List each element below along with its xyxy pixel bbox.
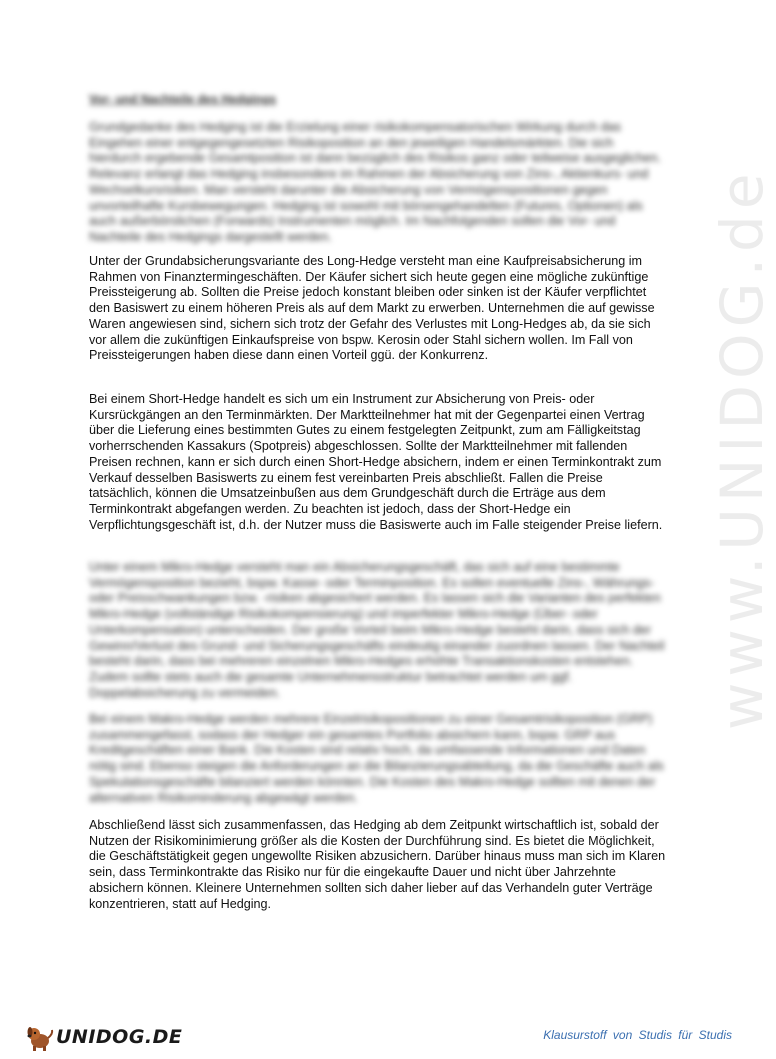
footer-logo[interactable] (24, 1022, 182, 1052)
footer-tagline: Klausurstoff von Studis für Studis (543, 1028, 732, 1042)
watermark: www.UNIDOG.de (708, 167, 776, 730)
paragraph-short-hedge: Bei einem Short-Hedge handelt es sich um ein Instrument zur Absicherung von Preis- oder Kursrückgängen an den Terminmärkten. Der Marktteilnehmer hat mit der Gegenpartei einen Vertrag über die Lieferung eines bestimmten Gutes zu einem festgelegten Zeitpunkt, zum am Fälligkeitstag vorherrschenden Kassakurs (Spotpreis) abgeschlossen. Sollte der Marktteilnehmer mit fallenden Preisen rechnen, kann er sich durch einen Short-Hedge absichern, indem er einen Terminkontrakt zum Verkauf desselben Basiswerts zu einem fest vereinbarten Preis abschließt. Fallen die Preise tatsächlich, können die Umsatzeinbußen aus dem Grundgeschäft durch die Erträge aus dem Terminkontrakt abgefangen werden. Zu beachten ist jedoch, dass der Short-Hedge ein Verpflichtungsgeschäft ist, d.h. der Nutzer muss die Basiswerte auch im Falle steigender Preise liefern. (89, 392, 663, 532)
dog-icon (24, 1022, 54, 1052)
document-heading: Vor- und Nachteile des Hedgings (89, 92, 277, 106)
paragraph-intro: Grundgedanke des Hedging ist die Erzielung einer risikokompensatorischen Wirkung durch das Eingehen einer entgegengesetzten Risikoposition an den jeweiligen Handelsmärkten. Die sich hierdurch ergebende Gesamtposition ist dann bezüglich des Risikos ganz oder teilweise ausgeglichen. Relevanz erlangt das Hedging insbesondere im Rahmen der Absicherung von Zins-, Aktienkurs- und Wechselkursrisiken. Man versteht darunter die Absicherung von Vermögenspositionen gegen unvorteilhafte Kursbewegungen. Hedging ist sowohl mit börsengehandelten (Futures, Optionen) als auch außerbörslichen (Forwards) Instrumenten möglich. Im Nachfolgenden sollen die Vor- und Nachteile des Hedgings dargestellt werden. (89, 120, 661, 244)
paragraph-mikro-hedge: Unter einem Mikro-Hedge versteht man ein Absicherungsgeschäft, das sich auf eine bestimmte Vermögensposition bezieht, bspw. Kasse- oder Terminposition. Es sollen eventuelle Zins-, Währungs- oder Preisschwankungen bzw. -risiken abgesichert werden. Es lassen sich die Varianten des perfekten Mikro-Hedge (vollständige Risikokompensierung) und imperfekter Mikro-Hedge (Über- oder Unterkompensation) unterscheiden. Der große Vorteil beim Mikro-Hedge besteht darin, dass sich der Gewinn/Verlust des Grund- und Sicherungsgeschäfts eindeutig einander zuordnen lassen. Der Nachteil besteht darin, dass bei mehreren einzelnen Mikro-Hedges erhöhte Transaktionskosten entstehen. Zudem sollte stets auch die gesamte Unternehmensstruktur betrachtet werden um ggf. Doppelabsicherung zu vermeiden. (89, 560, 665, 700)
logo-text: UNIDOG.DE (56, 1026, 183, 1048)
paragraph-long-hedge: Unter der Grundabsicherungsvariante des Long-Hedge versteht man eine Kaufpreisabsicherung im Rahmen von Finanztermingeschäften. Der Käufer sichert sich heute gegen eine mögliche zukünftige Preissteigerung ab. Sollten die Preise jedoch konstant bleiben oder sinken ist der Käufer verpflichtet den Basiswert zu einem höheren Preis als auf dem Markt zu erwerben. Unternehmen die auf gewisse Waren angewiesen sind, sichern sich trotz der Gefahr des Verlustes mit Long-Hedges ab, da sie sich vor allem die zukünftigen Einkaufspreise von bspw. Kerosin oder Stahl sichern wollen. Im Fall von Preissteigerungen haben diese dann einen Vorteil ggü. der Konkurrenz. (89, 254, 655, 363)
paragraph-makro-hedge: Bei einem Makro-Hedge werden mehrere Einzelrisikopositionen zu einer Gesamtrisikoposition (GRP) zusammengefasst, sodass der Hedger ein gesamtes Portfolio absichern kann, bspw. GRP aus Kreditgeschäften einer Bank. Die Kosten sind relativ hoch, da umfassende Informationen und Daten nötig sind. Ebenso steigen die Anforderungen an die Bilanzierungsabteilung, da die Geschäfte auch als Spekulationsgeschäfte bilanziert werden könnten. Die Kosten des Makro-Hedge sollten mit denen der alternativen Risikominderung abgewägt werden. (89, 712, 664, 805)
paragraph-conclusion: Abschließend lässt sich zusammenfassen, das Hedging ab dem Zeitpunkt wirtschaftlich ist, sobald der Nutzen der Risikominimierung größer als die Kosten der Durchführung sind. Es bietet die Möglichkeit, die Geschäftstätigkeit gegen ungewollte Risiken abzusichern. Darüber hinaus muss man sich im Klaren sein, dass Terminkontrakte das Risiko nur für die eingekaufte Dauer und nicht über Jahrzehnte absichern können. Kleinere Unternehmen sollten sich daher lieber auf das Verhandeln guter Verträge konzentrieren, statt auf Hedging. (89, 818, 666, 911)
